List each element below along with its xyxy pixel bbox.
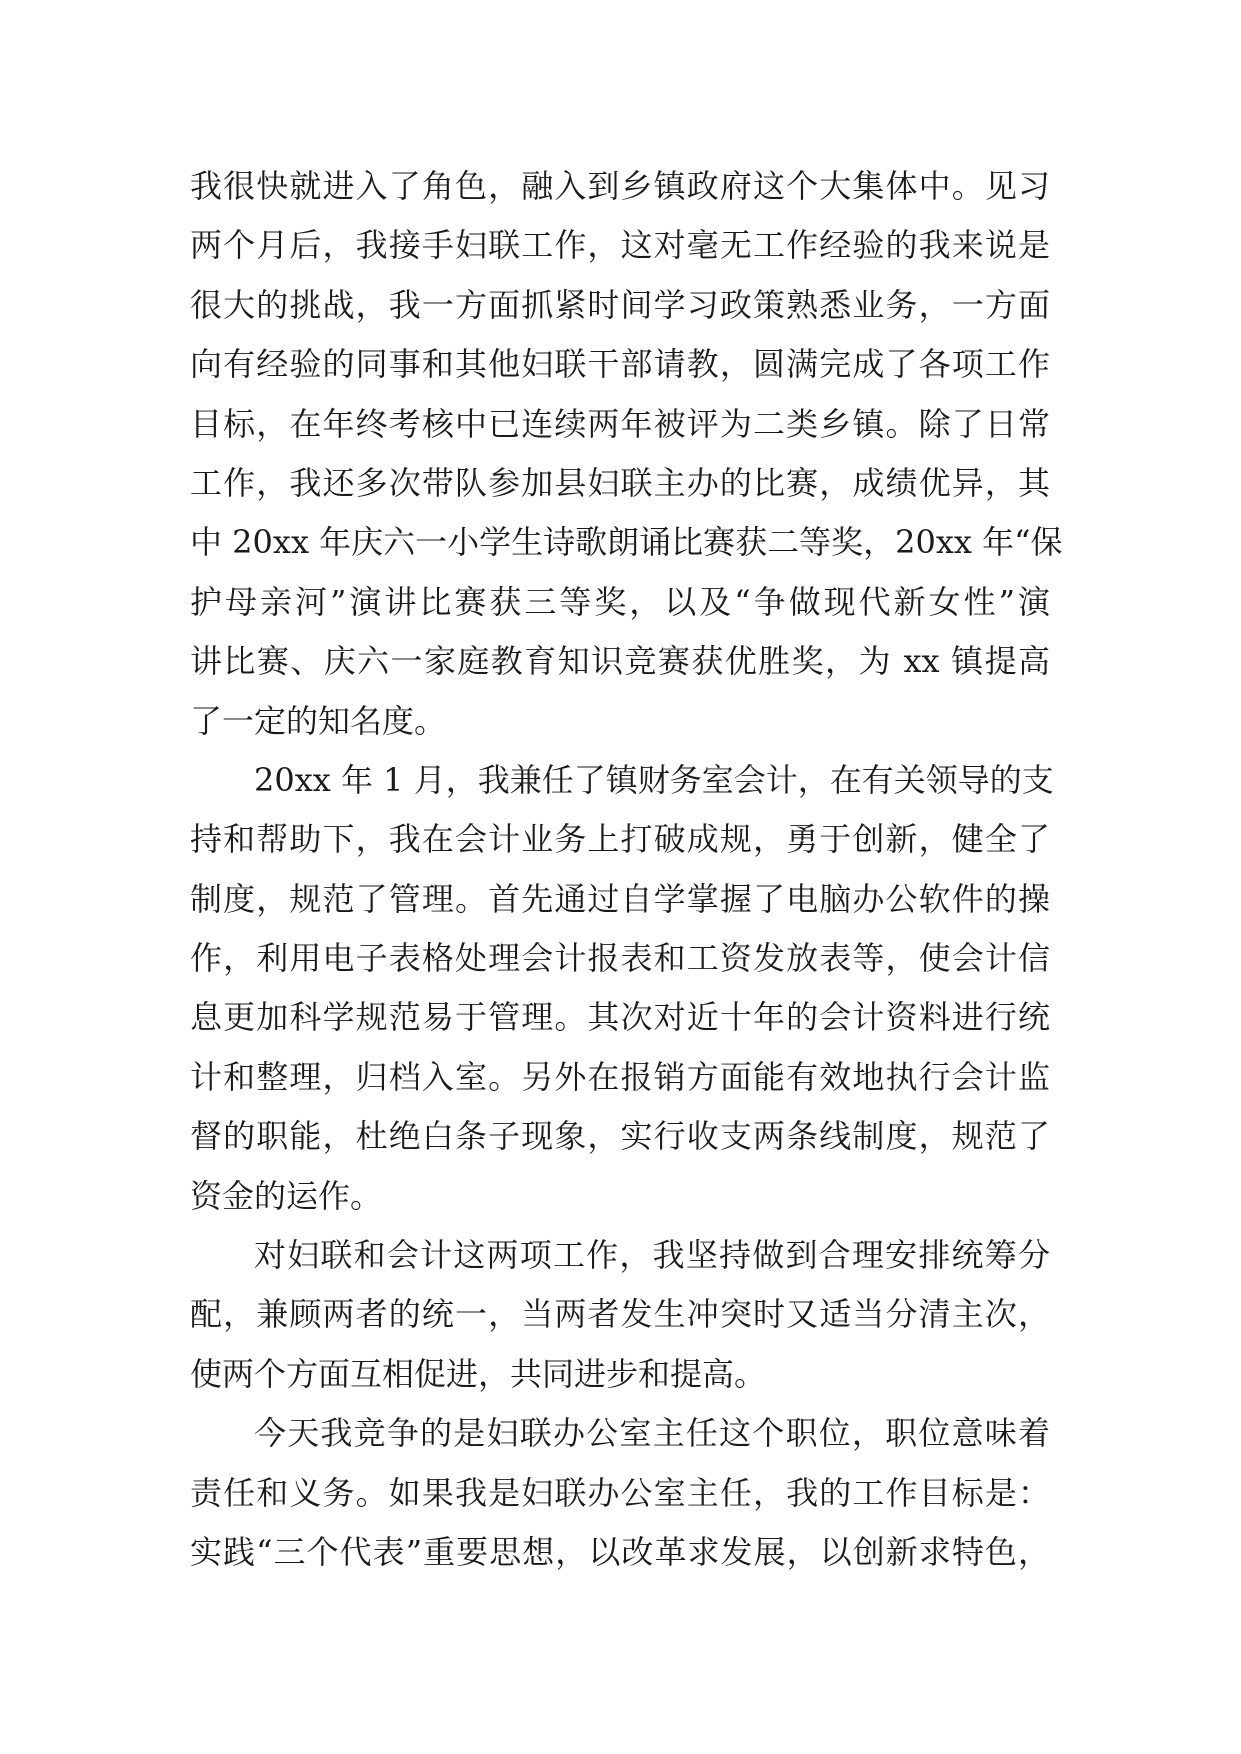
text-line: 督的职能，杜绝白条子现象，实行收支两条线制度，规范了 (190, 1117, 1050, 1156)
text-line: 20xx 年 1 月，我兼任了镇财务室会计，在有关领导的支 (254, 760, 1054, 799)
text-line: 我很快就进入了角色，融入到乡镇政府这个大集体中。见习 (190, 167, 1050, 205)
text-line: 使两个方面互相促进，共同进步和提高。 (190, 1354, 767, 1393)
text-line: 持和帮助下，我在会计业务上打破成规，勇于创新，健全了 (190, 820, 1050, 859)
text-line: 资金的运作。 (190, 1176, 383, 1215)
text-line: 讲比赛、庆六一家庭教育知识竞赛获优胜奖，为 xx 镇提高 (190, 642, 1050, 681)
text-line: 了一定的知名度。 (190, 701, 447, 740)
text-line: 配，兼顾两者的统一，当两者发生冲突时又适当分清主次， (190, 1295, 1050, 1334)
text-line: 中 20xx 年庆六一小学生诗歌朗诵比赛获二等奖，20xx 年“保 (190, 523, 1063, 562)
text-line: 作，利用电子表格处理会计报表和工资发放表等，使会计信 (190, 939, 1050, 978)
text-line: 息更加科学规范易于管理。其次对近十年的会计资料进行统 (190, 998, 1050, 1037)
text-line: 今天我竞争的是妇联办公室主任这个职位，职位意味着 (254, 1414, 1050, 1453)
text-line: 护母亲河”演讲比赛获三等奖，以及“争做现代新女性”演 (190, 582, 1050, 621)
text-line: 实践“三个代表”重要思想，以改革求发展，以创新求特色， (190, 1532, 1050, 1571)
text-line: 目标，在年终考核中已连续两年被评为二类乡镇。除了日常 (190, 404, 1050, 443)
text-line: 责任和义务。如果我是妇联办公室主任，我的工作目标是： (190, 1473, 1050, 1512)
text-line: 很大的挑战，我一方面抓紧时间学习政策熟悉业务，一方面 (190, 285, 1050, 324)
text-line: 计和整理，归档入室。另外在报销方面能有效地执行会计监 (190, 1057, 1050, 1096)
text-line: 制度，规范了管理。首先通过自学掌握了电脑办公软件的操 (190, 879, 1050, 918)
text-line: 对妇联和会计这两项工作，我坚持做到合理安排统筹分 (254, 1236, 1050, 1275)
text-line: 向有经验的同事和其他妇联干部请教，圆满完成了各项工作 (190, 345, 1050, 384)
document-body (190, 157, 1063, 1582)
text-line: 工作，我还多次带队参加县妇联主办的比赛，成绩优异，其 (190, 463, 1050, 502)
text-line: 两个月后，我接手妇联工作，这对毫无工作经验的我来说是 (190, 226, 1050, 265)
